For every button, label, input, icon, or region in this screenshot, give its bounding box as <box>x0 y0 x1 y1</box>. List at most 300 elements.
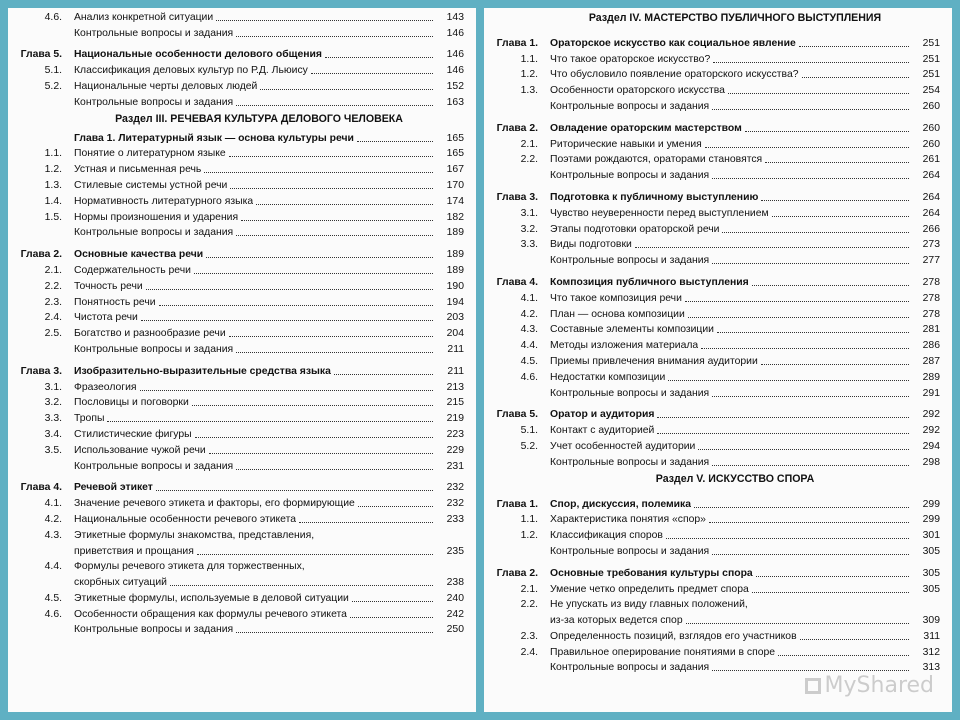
toc-entry <box>14 24 464 40</box>
toc-page-number: 277 <box>922 255 940 267</box>
toc-title: Этапы подготовки ораторской речи <box>550 223 720 235</box>
toc-page-number: 289 <box>922 371 940 383</box>
dot-leader <box>141 320 433 321</box>
watermark: MyShared <box>805 673 934 698</box>
dot-leader <box>146 289 433 290</box>
toc-entry <box>490 368 940 384</box>
toc-chapter <box>14 245 464 261</box>
toc-title: Классификация споров <box>550 530 663 542</box>
dot-leader <box>229 156 433 157</box>
toc-title: Не упускать из виду главных положений, <box>550 599 748 611</box>
toc-entry <box>14 224 464 240</box>
toc-number: 2.4. <box>520 646 538 658</box>
toc-number: Глава 2. <box>20 249 62 261</box>
toc-page-number: 167 <box>446 164 464 176</box>
toc-title: Что обусловило появление ораторского искусства? <box>550 69 799 81</box>
toc-page-number: 299 <box>922 498 940 510</box>
dot-leader <box>712 263 909 264</box>
toc-entry <box>14 93 464 109</box>
toc-page-number: 260 <box>922 138 940 150</box>
dot-leader <box>358 506 433 507</box>
dot-leader <box>799 46 909 47</box>
toc-number: 2.4. <box>44 312 62 324</box>
toc-page-number: 143 <box>446 11 464 23</box>
toc-page-number: 189 <box>446 249 464 261</box>
toc-number: 2.2. <box>520 599 538 611</box>
toc-page-number: 251 <box>922 37 940 49</box>
toc-page-number: 264 <box>922 207 940 219</box>
dot-leader <box>761 364 909 365</box>
dot-leader <box>709 522 909 523</box>
dot-leader <box>334 374 433 375</box>
toc-entry <box>490 511 940 527</box>
toc-title: Недостатки композиции <box>550 371 666 383</box>
toc-title: Особенности ораторского искусства <box>550 85 725 97</box>
toc-number: 1.1. <box>520 53 538 65</box>
toc-title: Речевой этикет <box>74 482 153 494</box>
toc-title: Методы изложения материала <box>550 340 699 352</box>
toc-entry <box>14 176 464 192</box>
toc-title: Контрольные вопросы и задания <box>550 170 710 182</box>
toc-entry <box>14 542 464 558</box>
toc-page-number: 292 <box>922 425 940 437</box>
toc-chapter <box>490 34 940 50</box>
toc-page-number: 292 <box>922 409 940 421</box>
toc-entry <box>490 352 940 368</box>
toc-entry <box>490 204 940 220</box>
toc-page-number: 194 <box>446 296 464 308</box>
toc-title: Контрольные вопросы и задания <box>74 343 234 355</box>
toc-page-number: 232 <box>446 482 464 494</box>
dot-leader <box>717 332 909 333</box>
toc-title: Виды подготовки <box>550 239 632 251</box>
dot-leader <box>236 105 433 106</box>
toc-page-number: 219 <box>446 413 464 425</box>
dot-leader <box>698 449 909 450</box>
dot-leader <box>722 232 909 233</box>
dot-leader <box>685 301 909 302</box>
toc-title: Риторические навыки и умения <box>550 138 702 150</box>
toc-page-number: 146 <box>446 65 464 77</box>
toc-title: Правильное оперирование понятиями в споре <box>550 646 776 658</box>
toc-page-number: 250 <box>446 624 464 636</box>
toc-entry <box>490 97 940 113</box>
toc-title: Контрольные вопросы и задания <box>550 662 710 674</box>
toc-number: 2.1. <box>520 138 538 150</box>
dot-leader <box>712 396 909 397</box>
toc-page-number: 190 <box>446 280 464 292</box>
toc-title: Фразеология <box>74 381 137 393</box>
toc-entry <box>490 135 940 151</box>
toc-number: 3.2. <box>520 223 538 235</box>
toc-title: Характеристика понятия «спор» <box>550 514 706 526</box>
toc-page-number: 174 <box>446 195 464 207</box>
toc-entry <box>490 336 940 352</box>
toc-title: скорбных ситуаций <box>74 577 167 589</box>
dot-leader <box>260 89 433 90</box>
dot-leader <box>140 390 434 391</box>
dot-leader <box>712 554 909 555</box>
toc-entry <box>14 309 464 325</box>
toc-title: Приемы привлечения внимания аудитории <box>550 355 758 367</box>
toc-page-number: 211 <box>447 365 464 377</box>
toc-page-number: 215 <box>446 397 464 409</box>
toc-title: Контрольные вопросы и задания <box>74 227 234 239</box>
toc-page-number: 233 <box>446 513 464 525</box>
toc-number: 5.1. <box>44 65 62 77</box>
toc-number: Глава 3. <box>20 365 62 377</box>
toc-entry <box>490 437 940 453</box>
toc-title: Контрольные вопросы и задания <box>550 387 710 399</box>
toc-title: Умение четко определить предмет спора <box>550 583 749 595</box>
toc-number: 2.1. <box>520 583 538 595</box>
toc-entry <box>490 50 940 66</box>
toc-chapter <box>14 129 464 145</box>
toc-title: Нормативность литературного языка <box>74 195 254 207</box>
toc-page-number: 165 <box>446 148 464 160</box>
toc-title: Нормы произношения и ударения <box>74 211 239 223</box>
toc-page-number: 313 <box>922 662 940 674</box>
toc-page-number: 261 <box>922 154 940 166</box>
toc-page-number: 311 <box>923 630 940 642</box>
toc-chapter <box>490 119 940 135</box>
toc-title: Точность речи <box>74 280 143 292</box>
toc-chapter <box>490 188 940 204</box>
toc-page-number: 286 <box>922 340 940 352</box>
toc-number: 3.1. <box>520 207 538 219</box>
toc-title: Основные требования культуры спора <box>550 567 753 579</box>
dot-leader <box>350 617 433 618</box>
toc-entry <box>14 77 464 93</box>
toc-chapter <box>14 362 464 378</box>
toc-title: Национальные черты деловых людей <box>74 80 258 92</box>
toc-chapter <box>14 479 464 495</box>
dot-leader <box>236 352 433 353</box>
dot-leader <box>705 147 909 148</box>
section-heading: Раздел IV. МАСТЕРСТВО ПУБЛИЧНОГО ВЫСТУПЛЕНИЯ <box>588 12 882 24</box>
toc-page-number: 273 <box>922 239 940 251</box>
toc-page-number: 294 <box>922 440 940 452</box>
toc-number: 4.5. <box>520 355 538 367</box>
toc-entry <box>14 145 464 161</box>
dot-leader <box>299 522 433 523</box>
toc-chapter <box>490 406 940 422</box>
toc-title: План — основа композиции <box>550 308 685 320</box>
toc-entry <box>14 8 464 24</box>
dot-leader <box>668 380 909 381</box>
dot-leader <box>713 62 909 63</box>
section-heading: Раздел V. ИСКУССТВО СПОРА <box>655 472 815 485</box>
toc-entry <box>14 526 464 542</box>
toc-chapter <box>14 46 464 62</box>
toc-page-number: 266 <box>922 223 940 235</box>
toc-page-number: 152 <box>446 80 464 92</box>
toc-title: Поэтами рождаются, ораторами становятся <box>550 154 763 166</box>
dot-leader <box>761 200 909 201</box>
toc-entry <box>490 81 940 97</box>
toc-title: Стилевые системы устной речи <box>74 179 228 191</box>
dot-leader <box>657 433 909 434</box>
right-toc <box>484 8 952 712</box>
toc-title: Спор, дискуссия, полемика <box>550 498 692 510</box>
toc-title: Учет особенностей аудитории <box>550 440 696 452</box>
toc-page-number: 163 <box>446 96 464 108</box>
toc-page-number: 312 <box>922 646 940 658</box>
toc-page-number: 229 <box>446 444 464 456</box>
toc-title: Национальные особенности делового общения <box>74 49 322 61</box>
dot-leader <box>216 20 433 21</box>
toc-number: 1.5. <box>44 211 62 223</box>
toc-entry <box>14 324 464 340</box>
dot-leader <box>236 469 433 470</box>
toc-page-number: 213 <box>446 381 464 393</box>
toc-number: 2.3. <box>520 630 538 642</box>
toc-number: 3.3. <box>44 413 62 425</box>
toc-page-number: 260 <box>922 122 940 134</box>
toc-title: приветствия и прощания <box>74 545 194 557</box>
toc-number: 4.6. <box>44 608 62 620</box>
toc-entry <box>14 457 464 473</box>
toc-page-number: 189 <box>446 264 464 276</box>
toc-page-number: 305 <box>922 545 940 557</box>
toc-entry <box>490 321 940 337</box>
toc-entry <box>14 441 464 457</box>
dot-leader <box>229 336 433 337</box>
toc-title: Контрольные вопросы и задания <box>74 624 234 636</box>
dot-leader <box>311 73 433 74</box>
dot-leader <box>357 141 433 142</box>
toc-number: 3.5. <box>44 444 62 456</box>
toc-title: Этикетные формулы знакомства, представления, <box>74 529 315 541</box>
dot-leader <box>170 585 433 586</box>
toc-title: Анализ конкретной ситуации <box>74 11 214 23</box>
toc-title: Классификация деловых культур по Р.Д. Льюису <box>74 65 308 77</box>
toc-number: 3.2. <box>44 397 62 409</box>
dot-leader <box>688 317 909 318</box>
toc-entry <box>14 277 464 293</box>
toc-title: Контрольные вопросы и задания <box>550 100 710 112</box>
toc-page-number: 278 <box>922 308 940 320</box>
toc-page-number: 291 <box>922 387 940 399</box>
dot-leader <box>712 465 909 466</box>
toc-number: Глава 1. <box>496 498 538 510</box>
toc-title: Значение речевого этикета и факторы, его формирующие <box>74 498 355 510</box>
toc-entry <box>490 526 940 542</box>
toc-title: Стилистические фигуры <box>74 428 192 440</box>
toc-entry <box>490 421 940 437</box>
toc-number: 1.3. <box>44 179 62 191</box>
dot-leader <box>745 131 909 132</box>
toc-number: Глава 1. <box>496 37 538 49</box>
toc-title: Контрольные вопросы и задания <box>74 460 234 472</box>
toc-title: Контрольные вопросы и задания <box>550 545 710 557</box>
toc-page-number: 287 <box>922 355 940 367</box>
dot-leader <box>800 639 909 640</box>
toc-entry <box>490 643 940 659</box>
dot-leader <box>209 453 433 454</box>
toc-title: Формулы речевого этикета для торжественных, <box>74 561 305 573</box>
left-toc <box>8 8 476 712</box>
toc-page-number: 281 <box>922 324 940 336</box>
toc-entry <box>14 378 464 394</box>
toc-title: Богатство и разнообразие речи <box>74 328 226 340</box>
toc-number: 1.1. <box>44 148 62 160</box>
toc-number: 1.2. <box>520 530 538 542</box>
dot-leader <box>230 188 433 189</box>
toc-title: Что такое ораторское искусство? <box>550 53 711 65</box>
toc-title: Чувство неуверенности перед выступлением <box>550 207 769 219</box>
toc-entry <box>14 494 464 510</box>
dot-leader <box>197 554 433 555</box>
toc-number: 4.4. <box>520 340 538 352</box>
toc-entry <box>14 573 464 589</box>
toc-number: 1.3. <box>520 85 538 97</box>
toc-number: Глава 3. <box>496 191 538 203</box>
toc-page-number: 264 <box>922 191 940 203</box>
toc-page-number: 165 <box>446 132 464 144</box>
toc-title: из-за которых ведется спор <box>550 615 683 627</box>
dot-leader <box>635 247 909 248</box>
toc-entry <box>490 289 940 305</box>
toc-number: 4.6. <box>520 371 538 383</box>
toc-entry <box>14 621 464 637</box>
toc-number: 4.1. <box>520 292 538 304</box>
toc-page-number: 278 <box>922 276 940 288</box>
toc-number: 1.4. <box>44 195 62 207</box>
toc-entry <box>14 192 464 208</box>
toc-title: Контрольные вопросы и задания <box>74 96 234 108</box>
dot-leader <box>765 162 909 163</box>
toc-title: Контакт с аудиторией <box>550 425 655 437</box>
toc-page-number: 298 <box>922 456 940 468</box>
dot-leader <box>159 305 433 306</box>
toc-entry <box>14 558 464 574</box>
dot-leader <box>701 348 909 349</box>
toc-number: Глава 5. <box>496 409 538 421</box>
toc-page-number: 231 <box>446 460 464 472</box>
dot-leader <box>236 235 433 236</box>
dot-leader <box>156 490 433 491</box>
toc-chapter <box>490 495 940 511</box>
toc-page-number: 146 <box>446 27 464 39</box>
toc-chapter <box>490 564 940 580</box>
toc-number: 4.6. <box>44 11 62 23</box>
toc-title: Контрольные вопросы и задания <box>74 27 234 39</box>
toc-page-number: 240 <box>446 592 464 604</box>
toc-number: 4.1. <box>44 498 62 510</box>
dot-leader <box>236 36 433 37</box>
toc-number: 4.2. <box>44 513 62 525</box>
toc-number: 2.1. <box>44 264 62 276</box>
toc-entry <box>14 61 464 77</box>
toc-title: Композиция публичного выступления <box>550 276 749 288</box>
toc-title: Чистота речи <box>74 312 138 324</box>
toc-page-number: 260 <box>922 100 940 112</box>
toc-title: Национальные особенности речевого этикета <box>74 513 297 525</box>
toc-title: Подготовка к публичному выступлению <box>550 191 759 203</box>
toc-entry <box>490 542 940 558</box>
toc-page-number: 211 <box>447 343 464 355</box>
dot-leader <box>666 538 909 539</box>
toc-page-number: 182 <box>446 211 464 223</box>
toc-entry <box>490 384 940 400</box>
toc-number: 3.3. <box>520 239 538 251</box>
toc-page-number: 146 <box>446 49 464 61</box>
toc-entry <box>490 305 940 321</box>
toc-number: 1.2. <box>520 69 538 81</box>
toc-entry <box>490 66 940 82</box>
toc-number: 3.4. <box>44 428 62 440</box>
toc-title: Оратор и аудитория <box>550 409 655 421</box>
toc-title: Контрольные вопросы и задания <box>550 456 710 468</box>
toc-page-number: 238 <box>446 577 464 589</box>
section-heading: Раздел III. РЕЧЕВАЯ КУЛЬТУРА ДЕЛОВОГО ЧЕЛОВЕКА <box>115 112 403 125</box>
dot-leader <box>752 285 909 286</box>
toc-number: Глава 2. <box>496 122 538 134</box>
dot-leader <box>802 77 909 78</box>
toc-page-number: 309 <box>922 615 940 627</box>
dot-leader <box>206 257 433 258</box>
toc-entry <box>490 580 940 596</box>
right-page <box>484 8 952 712</box>
toc-page-number: 170 <box>446 179 464 191</box>
dot-leader <box>256 204 433 205</box>
toc-entry <box>490 151 940 167</box>
toc-page-number: 242 <box>446 608 464 620</box>
toc-entry <box>14 409 464 425</box>
dot-leader <box>712 178 909 179</box>
dot-leader <box>204 172 433 173</box>
toc-entry <box>14 293 464 309</box>
dot-leader <box>712 109 909 110</box>
toc-page-number: 264 <box>922 170 940 182</box>
toc-number: 2.3. <box>44 296 62 308</box>
toc-title: Понятность речи <box>74 296 156 308</box>
toc-number: Глава 2. <box>496 567 538 579</box>
toc-title: Составные элементы композиции <box>550 324 714 336</box>
toc-page-number: 278 <box>922 292 940 304</box>
toc-title: Контрольные вопросы и задания <box>550 255 710 267</box>
toc-entry <box>490 596 940 612</box>
toc-number: 2.5. <box>44 328 62 340</box>
toc-number: 4.2. <box>520 308 538 320</box>
toc-entry <box>14 589 464 605</box>
toc-title: Основные качества речи <box>74 249 204 261</box>
dot-leader <box>778 655 909 656</box>
toc-entry <box>14 340 464 356</box>
toc-entry <box>490 453 940 469</box>
dot-leader <box>694 507 909 508</box>
toc-number: Глава 4. <box>496 276 538 288</box>
dot-leader <box>194 273 433 274</box>
toc-entry <box>14 425 464 441</box>
toc-page-number: 301 <box>922 530 940 542</box>
toc-number: Глава 4. <box>20 482 62 494</box>
dot-leader <box>107 421 433 422</box>
toc-number: 1.1. <box>520 514 538 526</box>
toc-number: Глава 5. <box>20 49 62 61</box>
toc-entry <box>14 394 464 410</box>
toc-number: 4.3. <box>44 529 62 541</box>
toc-page-number: 189 <box>446 227 464 239</box>
toc-page-number: 305 <box>922 583 940 595</box>
dot-leader <box>192 405 433 406</box>
toc-chapter <box>490 273 940 289</box>
toc-title: Устная и письменная речь <box>74 164 202 176</box>
toc-title: Ораторское искусство как социальное явление <box>550 37 796 49</box>
toc-entry <box>490 236 940 252</box>
toc-page-number: 251 <box>922 69 940 81</box>
